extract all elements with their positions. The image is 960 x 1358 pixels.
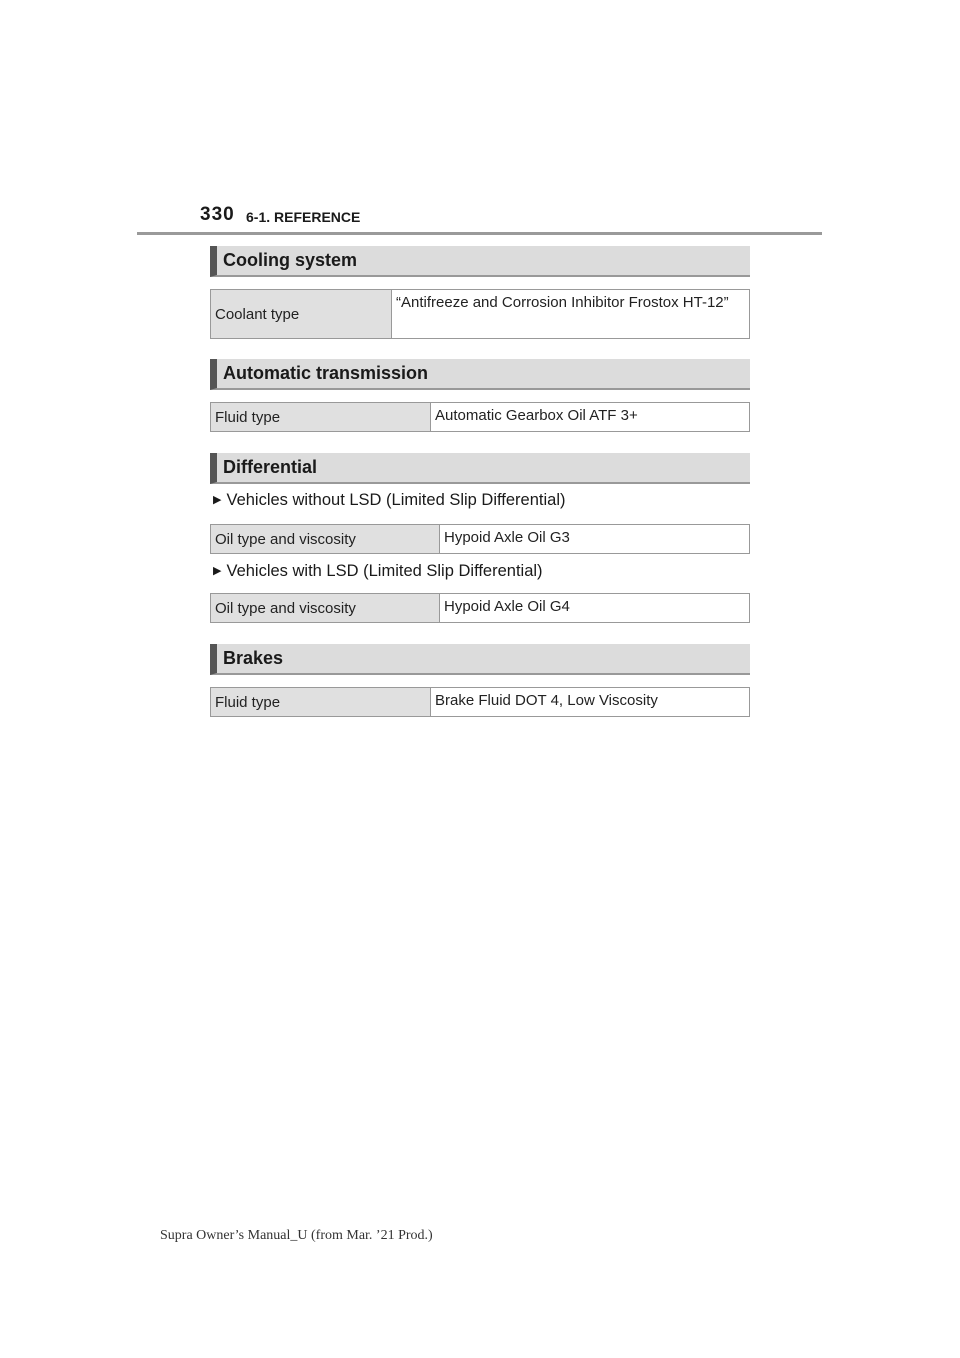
differential-without-lsd-table xyxy=(210,524,750,554)
without-lsd-subheading xyxy=(213,491,565,510)
coolant-type-label: Coolant type xyxy=(211,290,392,339)
brake-fluid-type-value: Brake Fluid DOT 4, Low Viscosity xyxy=(431,688,750,717)
table-row xyxy=(211,688,750,717)
without-lsd-oil-type-label: Oil type and viscosity xyxy=(211,525,440,554)
transmission-fluid-type-value: Automatic Gearbox Oil ATF 3+ xyxy=(431,403,750,432)
header-divider xyxy=(137,232,822,235)
differential-with-lsd-table xyxy=(210,593,750,623)
cooling-system-table xyxy=(210,289,750,339)
triangle-bullet-icon: ▶ xyxy=(213,494,222,506)
differential-title: Differential xyxy=(223,457,318,477)
table-row xyxy=(211,290,750,339)
automatic-transmission-heading xyxy=(210,359,750,390)
differential-heading xyxy=(210,453,750,484)
brakes-title: Brakes xyxy=(223,648,284,668)
coolant-type-value: “Antifreeze and Corrosion Inhibitor Frostox HT-12” xyxy=(392,290,750,339)
automatic-transmission-table xyxy=(210,402,750,432)
with-lsd-oil-type-value: Hypoid Axle Oil G4 xyxy=(440,594,750,623)
table-row xyxy=(211,525,750,554)
cooling-system-title: Cooling system xyxy=(223,250,358,270)
brake-fluid-type-label: Fluid type xyxy=(211,688,431,717)
cooling-system-heading xyxy=(210,246,750,277)
triangle-bullet-icon: ▶ xyxy=(213,565,222,577)
with-lsd-oil-type-label: Oil type and viscosity xyxy=(211,594,440,623)
with-lsd-label: Vehicles with LSD (Limited Slip Differential) xyxy=(226,562,543,580)
with-lsd-subheading xyxy=(213,562,543,581)
without-lsd-oil-type-value: Hypoid Axle Oil G3 xyxy=(440,525,750,554)
without-lsd-label: Vehicles without LSD (Limited Slip Differential) xyxy=(226,491,566,509)
manual-footer: Supra Owner’s Manual_U (from Mar. ’21 Prod.) xyxy=(160,1228,433,1243)
transmission-fluid-type-label: Fluid type xyxy=(211,403,431,432)
brakes-table xyxy=(210,687,750,717)
automatic-transmission-title: Automatic transmission xyxy=(223,363,429,383)
section-reference: 6-1. REFERENCE xyxy=(246,209,361,225)
table-row xyxy=(211,594,750,623)
brakes-heading xyxy=(210,644,750,675)
page-number: 330 xyxy=(200,204,235,225)
table-row xyxy=(211,403,750,432)
